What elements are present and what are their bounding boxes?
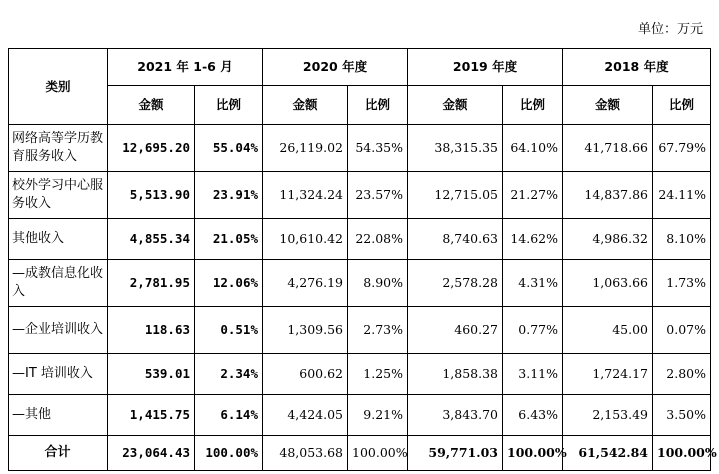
- total-label: 合计: [9, 436, 108, 471]
- table-row: [9, 260, 711, 307]
- table-row: [9, 395, 711, 436]
- cell-ratio: 64.10%: [503, 125, 563, 172]
- header-ratio: 比例: [653, 86, 711, 125]
- cell-amount: 11,324.24: [263, 172, 348, 219]
- cell-ratio: 6.14%: [195, 395, 263, 436]
- cell-ratio: 2.34%: [195, 354, 263, 395]
- row-category: —企业培训收入: [9, 307, 108, 354]
- cell-amount: 4,855.34: [108, 219, 195, 260]
- cell-ratio: 2.80%: [653, 354, 711, 395]
- header-category: 类别: [9, 49, 108, 125]
- total-ratio: 100.00%: [195, 436, 263, 471]
- cell-amount: 1,309.56: [263, 307, 348, 354]
- cell-ratio: 9.21%: [348, 395, 408, 436]
- total-amount: 48,053.68: [263, 436, 348, 471]
- row-category: —其他: [9, 395, 108, 436]
- cell-ratio: 21.05%: [195, 219, 263, 260]
- cell-ratio: 23.57%: [348, 172, 408, 219]
- cell-ratio: 2.73%: [348, 307, 408, 354]
- cell-amount: 460.27: [408, 307, 503, 354]
- header-ratio: 比例: [195, 86, 263, 125]
- header-amount: 金额: [408, 86, 503, 125]
- cell-ratio: 24.11%: [653, 172, 711, 219]
- table-row: [9, 172, 711, 219]
- row-category: 网络高等学历教育服务收入: [9, 125, 108, 172]
- total-amount: 59,771.03: [408, 436, 503, 471]
- unit-label: 单位：万元: [637, 22, 703, 37]
- revenue-table: [8, 48, 717, 471]
- header-row-periods: [9, 49, 711, 86]
- cell-amount: 1,724.17: [563, 354, 653, 395]
- cell-ratio: 1.73%: [653, 260, 711, 307]
- cell-amount: 2,153.49: [563, 395, 653, 436]
- row-category: —成教信息化收入: [9, 260, 108, 307]
- cell-ratio: 0.51%: [195, 307, 263, 354]
- cell-amount: 8,740.63: [408, 219, 503, 260]
- row-category: —IT 培训收入: [9, 354, 108, 395]
- header-amount: 金额: [263, 86, 348, 125]
- row-category: 其他收入: [9, 219, 108, 260]
- header-row-subcolumns: [9, 86, 711, 125]
- header-amount: 金额: [563, 86, 653, 125]
- cell-ratio: 55.04%: [195, 125, 263, 172]
- total-amount: 23,064.43: [108, 436, 195, 471]
- cell-amount: 5,513.90: [108, 172, 195, 219]
- cell-amount: 4,276.19: [263, 260, 348, 307]
- header-period: 2019 年度: [408, 49, 563, 86]
- cell-amount: 4,986.32: [563, 219, 653, 260]
- cell-amount: 45.00: [563, 307, 653, 354]
- header-period: 2020 年度: [263, 49, 408, 86]
- cell-ratio: 54.35%: [348, 125, 408, 172]
- cell-ratio: 22.08%: [348, 219, 408, 260]
- cell-amount: 539.01: [108, 354, 195, 395]
- cell-ratio: 14.62%: [503, 219, 563, 260]
- cell-ratio: 67.79%: [653, 125, 711, 172]
- header-ratio: 比例: [503, 86, 563, 125]
- cell-ratio: 3.50%: [653, 395, 711, 436]
- cell-amount: 1,415.75: [108, 395, 195, 436]
- table-row: [9, 307, 711, 354]
- cell-amount: 2,781.95: [108, 260, 195, 307]
- cell-amount: 1,858.38: [408, 354, 503, 395]
- header-amount: 金额: [108, 86, 195, 125]
- cell-ratio: 23.91%: [195, 172, 263, 219]
- total-ratio: 100.00%: [503, 436, 563, 471]
- cell-amount: 600.62: [263, 354, 348, 395]
- cell-amount: 41,718.66: [563, 125, 653, 172]
- cell-amount: 3,843.70: [408, 395, 503, 436]
- total-ratio: 100.00%: [653, 436, 711, 471]
- cell-amount: 12,715.05: [408, 172, 503, 219]
- cell-amount: 2,578.28: [408, 260, 503, 307]
- cell-amount: 12,695.20: [108, 125, 195, 172]
- table-row: [9, 125, 711, 172]
- cell-amount: 38,315.35: [408, 125, 503, 172]
- cell-ratio: 21.27%: [503, 172, 563, 219]
- cell-ratio: 12.06%: [195, 260, 263, 307]
- row-category: 校外学习中心服务收入: [9, 172, 108, 219]
- total-ratio: 100.00%: [348, 436, 408, 471]
- cell-amount: 14,837.86: [563, 172, 653, 219]
- header-ratio: 比例: [348, 86, 408, 125]
- cell-amount: 118.63: [108, 307, 195, 354]
- cell-ratio: 4.31%: [503, 260, 563, 307]
- table-row: [9, 354, 711, 395]
- cell-amount: 10,610.42: [263, 219, 348, 260]
- cell-amount: 1,063.66: [563, 260, 653, 307]
- cell-amount: 26,119.02: [263, 125, 348, 172]
- total-row: [9, 436, 711, 471]
- header-period: 2021 年 1-6 月: [108, 49, 263, 86]
- total-amount: 61,542.84: [563, 436, 653, 471]
- cell-ratio: 8.10%: [653, 219, 711, 260]
- cell-ratio: 1.25%: [348, 354, 408, 395]
- header-period: 2018 年度: [563, 49, 711, 86]
- cell-ratio: 8.90%: [348, 260, 408, 307]
- cell-ratio: 3.11%: [503, 354, 563, 395]
- cell-ratio: 0.77%: [503, 307, 563, 354]
- cell-ratio: 6.43%: [503, 395, 563, 436]
- table-row: [9, 219, 711, 260]
- cell-amount: 4,424.05: [263, 395, 348, 436]
- cell-ratio: 0.07%: [653, 307, 711, 354]
